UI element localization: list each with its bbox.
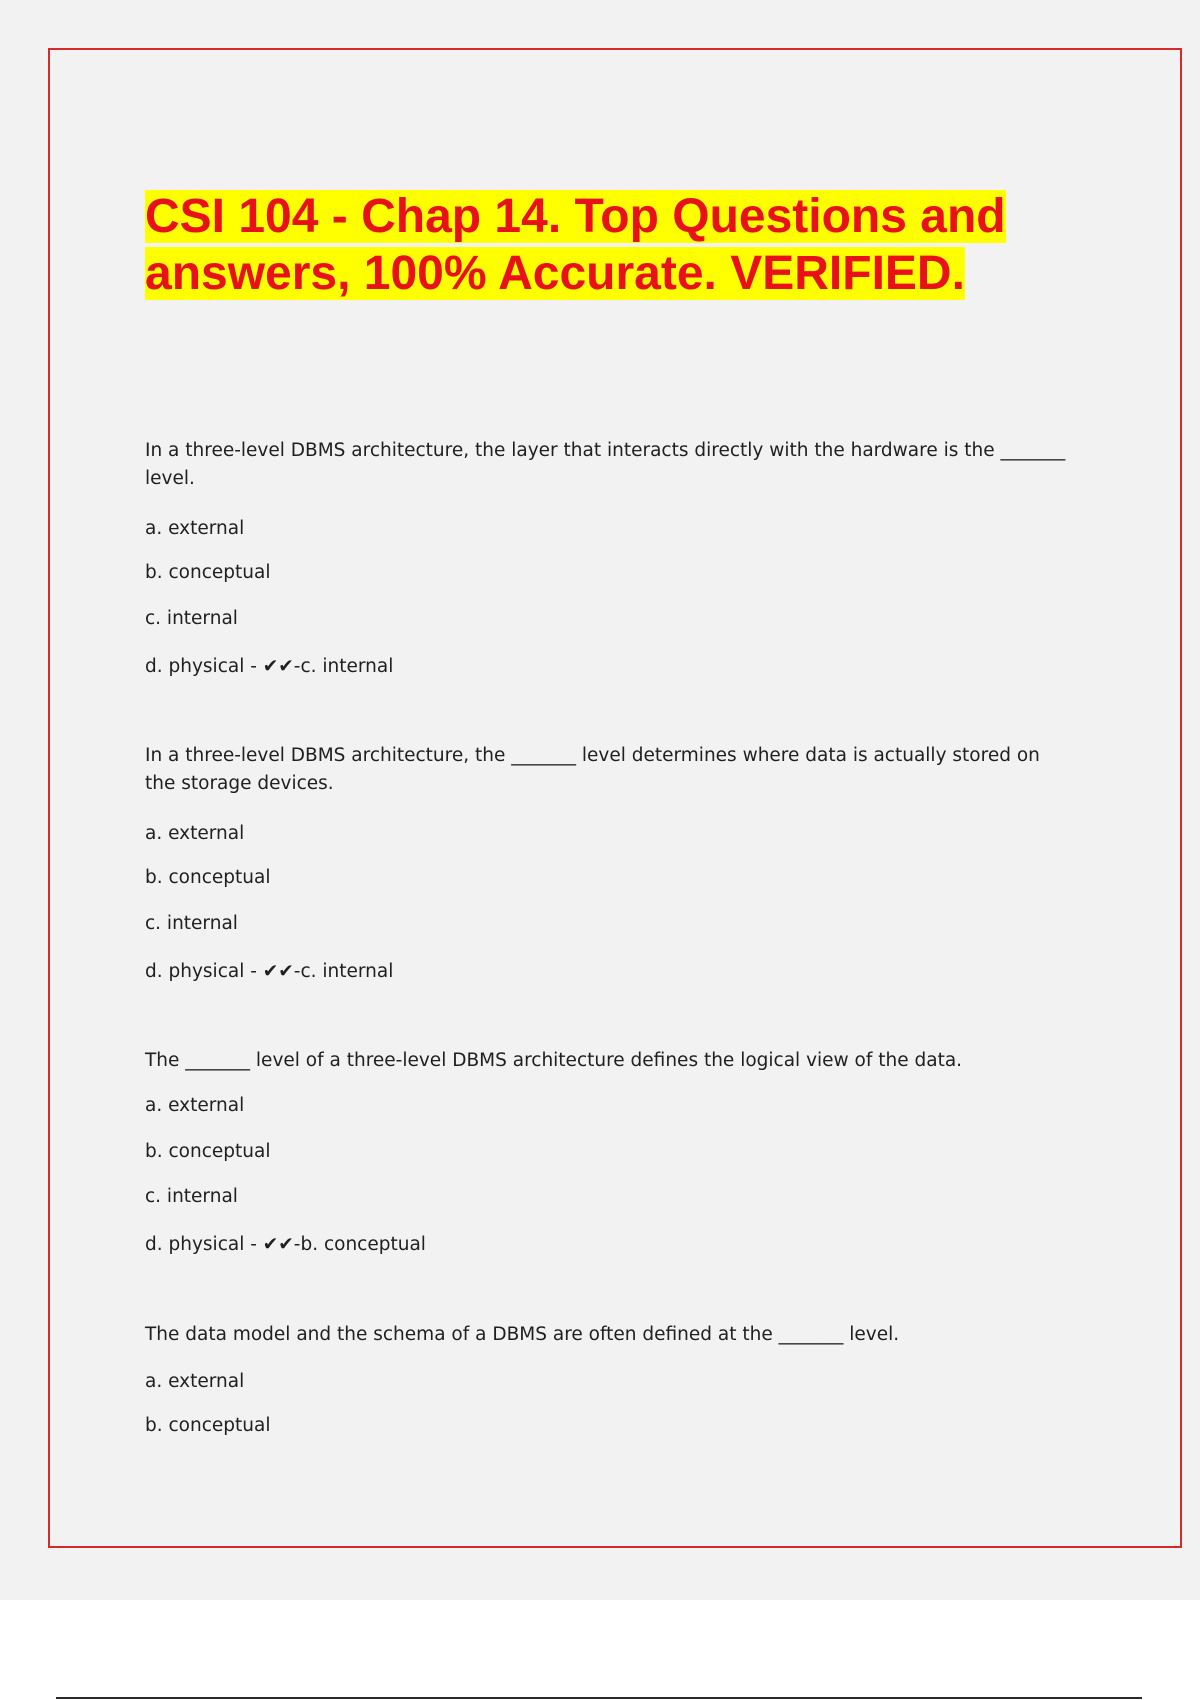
document-title-line-2: answers, 100% Accurate. VERIFIED. <box>145 247 965 300</box>
question-text: In a three-level DBMS architecture, the _______ level determines where data is actually stored on the storage devices. <box>145 745 1040 794</box>
page-bottom-rule <box>56 1697 1142 1699</box>
title-block <box>145 188 1085 302</box>
answer-option-a: a. external <box>145 518 245 539</box>
answer-option-d: d. physical - ✔✔-c. internal <box>145 656 394 677</box>
answer-option-c: c. internal <box>145 608 238 629</box>
document-title-line-1: CSI 104 - Chap 14. Top Questions and <box>145 190 1006 243</box>
answer-option-b: b. conceptual <box>145 867 271 888</box>
answer-option-d: d. physical - ✔✔-b. conceptual <box>145 1234 426 1255</box>
answer-option-a: a. external <box>145 1095 245 1116</box>
question-text: The _______ level of a three-level DBMS architecture defines the logical view of the data. <box>145 1050 963 1071</box>
question-block-3 <box>145 1047 1075 1255</box>
question-text: In a three-level DBMS architecture, the layer that interacts directly with the hardware is the _______ level. <box>145 440 1066 489</box>
question-text: The data model and the schema of a DBMS are often defined at the _______ level. <box>145 1324 900 1345</box>
answer-option-a: a. external <box>145 823 245 844</box>
answer-option-c: c. internal <box>145 1186 238 1207</box>
question-block-1 <box>145 437 1075 677</box>
answer-option-c: c. internal <box>145 913 238 934</box>
question-block-4 <box>145 1321 1075 1436</box>
question-block-2 <box>145 742 1075 982</box>
answer-option-b: b. conceptual <box>145 1415 271 1436</box>
answer-option-a: a. external <box>145 1371 245 1392</box>
answer-option-d: d. physical - ✔✔-c. internal <box>145 961 394 982</box>
answer-option-b: b. conceptual <box>145 1141 271 1162</box>
answer-option-b: b. conceptual <box>145 562 271 583</box>
document-title <box>145 188 1085 302</box>
